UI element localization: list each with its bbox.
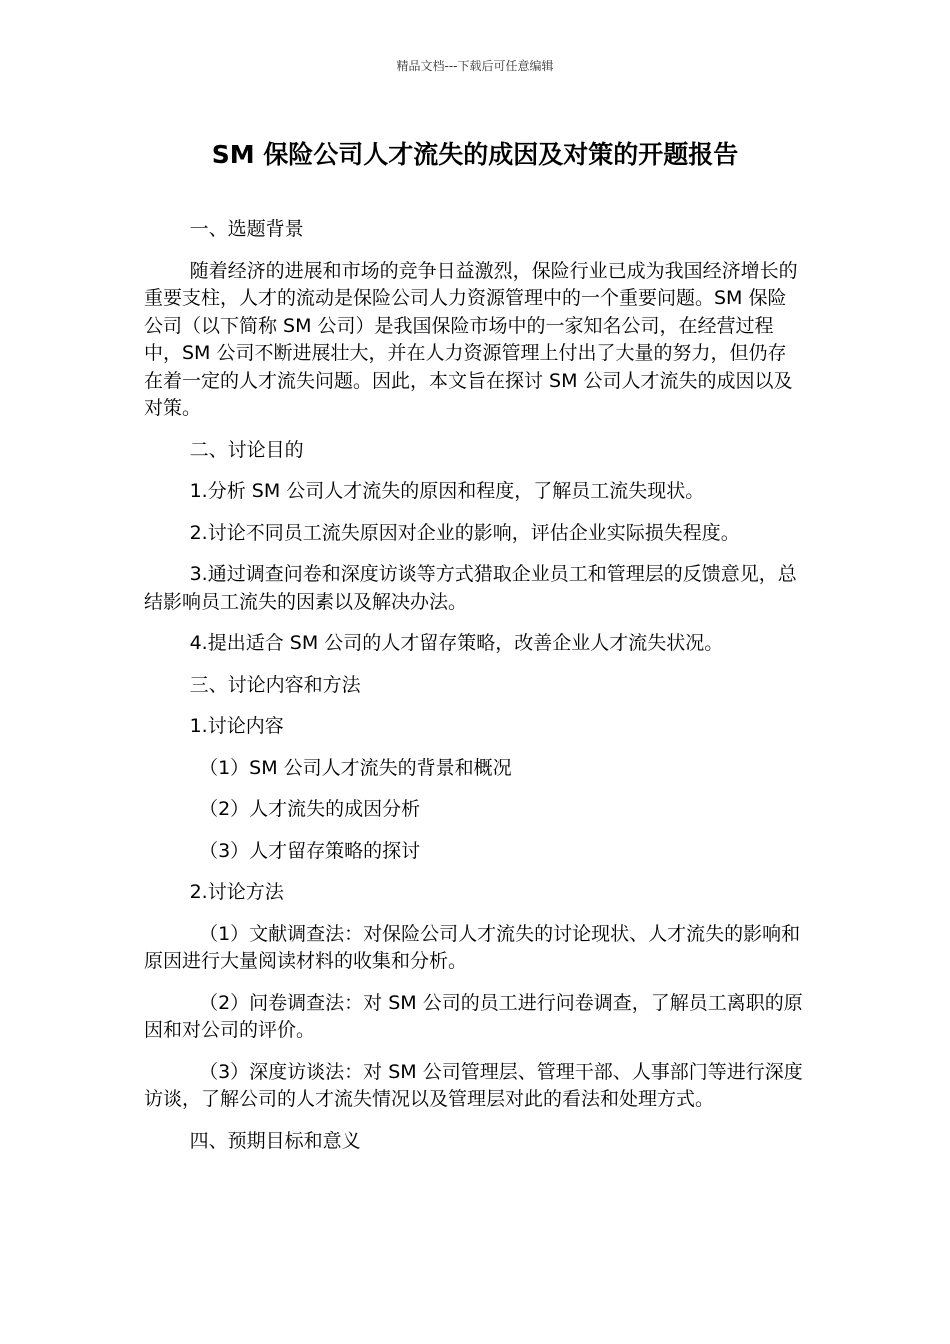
purpose-item-2: 2.讨论不同员工流失原因对企业的影响，评估企业实际损失程度。: [189, 521, 740, 544]
purpose-item-4: 4.提出适合 SM 公司的人才留存策略，改善企业人才流失状况。: [189, 632, 724, 654]
content-item-2: （2）人才流失的成因分析: [199, 798, 421, 820]
method-item-3: （3）深度访谈法：对 SM 公司管理层、管理干部、人事部门等进行深度访谈，了解公司的人才流失情况以及管理层对此的看法和处理方式。: [144, 1060, 803, 1110]
method-item-1: （1）文献调查法：对保险公司人才流失的讨论现状、人才流失的影响和原因进行大量阅读材料的收集和分析。: [144, 922, 801, 972]
method-item-2: （2）问卷调查法：对 SM 公司的员工进行问卷调查，了解员工离职的原因和对公司的评价。: [144, 991, 803, 1041]
content-item-1: （1）SM 公司人才流失的背景和概况: [199, 756, 512, 779]
purpose-item-3: 3.通过调查问卷和深度访谈等方式猎取企业员工和管理层的反馈意见，总结影响员工流失的因素以及解决办法。: [144, 563, 797, 613]
subheading-methods: 2.讨论方法: [189, 881, 284, 903]
section-heading-background: 一、选题背景: [189, 218, 304, 240]
purpose-item-1: 1.分析 SM 公司人才流失的原因和程度，了解员工流失现状。: [189, 480, 705, 502]
header-note: 精品文档---下载后可任意编辑: [396, 59, 554, 73]
section-heading-content-methods: 三、讨论内容和方法: [189, 673, 361, 696]
section-heading-purpose: 二、讨论目的: [189, 438, 304, 461]
subheading-content: 1.讨论内容: [189, 715, 284, 737]
content-item-3: （3）人才留存策略的探讨: [199, 839, 421, 862]
document-title: SM 保险公司人才流失的成因及对策的开题报告: [211, 140, 739, 169]
paragraph-background: 随着经济的进展和市场的竞争日益激烈，保险行业已成为我国经济增长的重要支柱，人才的流动是保险公司人力资源管理中的一个重要问题。SM 保险公司（以下简称 SM 公司）是我国保险市场中的一家知名公司，在经营过程中，SM 公司不断进展壮大，并在人力资源管理上付出了大量的努力，但仍存在着一定的人才流失问题。因此，本文旨在探讨 SM 公司人才流失的成因以及对策。: [144, 259, 798, 419]
section-heading-goals: 四、预期目标和意义: [189, 1129, 361, 1152]
document-body: [144, 216, 804, 1169]
